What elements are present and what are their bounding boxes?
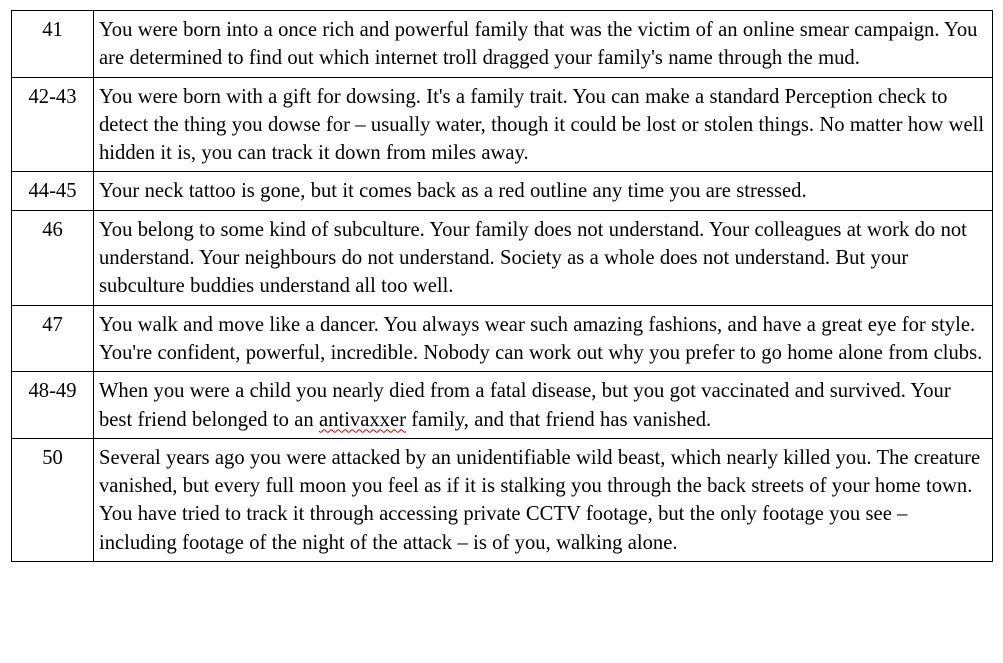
roll-description: Your neck tattoo is gone, but it comes back as a red outline any time you are stressed. [94, 172, 993, 210]
table-row [12, 11, 993, 78]
roll-number: 50 [12, 438, 94, 561]
spellcheck-flagged-word[interactable]: antivaxxer [319, 408, 406, 431]
table-row [12, 210, 993, 305]
roll-number: 42-43 [12, 77, 94, 172]
table-row [12, 77, 993, 172]
roll-number: 47 [12, 305, 94, 372]
roll-description: You were born with a gift for dowsing. It's a family trait. You can make a standard Perception check to detect the thing you dowse for – usually water, though it could be lost or stolen things. No matter how well hidden it is, you can track it down from miles away. [94, 77, 993, 172]
description-text-before: When you were a child you nearly died from a fatal disease, but you got vaccinated and survived. Your best friend belonged to an [99, 380, 951, 431]
description-text-after: family, and that friend has vanished. [405, 408, 712, 431]
roll-description: Several years ago you were attacked by an unidentifiable wild beast, which nearly killed you. The creature vanished, but every full moon you feel as if it is stalking you through the back streets of your home town. You have tried to track it through accessing private CCTV footage, but the only footage you see – including footage of the night of the attack – is of you, walking alone. [94, 438, 993, 561]
roll-number: 46 [12, 210, 94, 305]
table-row [12, 438, 993, 561]
table-row [12, 305, 993, 372]
roll-number: 44-45 [12, 172, 94, 210]
roll-description: You belong to some kind of subculture. Your family does not understand. Your colleagues at work do not understand. Your neighbours do not understand. Society as a whole does not understand. But your subculture buddies understand all too well. [94, 210, 993, 305]
roll-description: You were born into a once rich and powerful family that was the victim of an online smear campaign. You are determined to find out which internet troll dragged your family's name through the mud. [94, 11, 993, 78]
table-row [12, 172, 993, 210]
roll-number: 41 [12, 11, 94, 78]
roll-number: 48-49 [12, 372, 94, 439]
roll-table [11, 10, 993, 562]
table-row [12, 372, 993, 439]
roll-description [94, 372, 993, 439]
roll-description: You walk and move like a dancer. You always wear such amazing fashions, and have a great eye for style. You're confident, powerful, incredible. Nobody can work out why you prefer to go home alone from clubs. [94, 305, 993, 372]
